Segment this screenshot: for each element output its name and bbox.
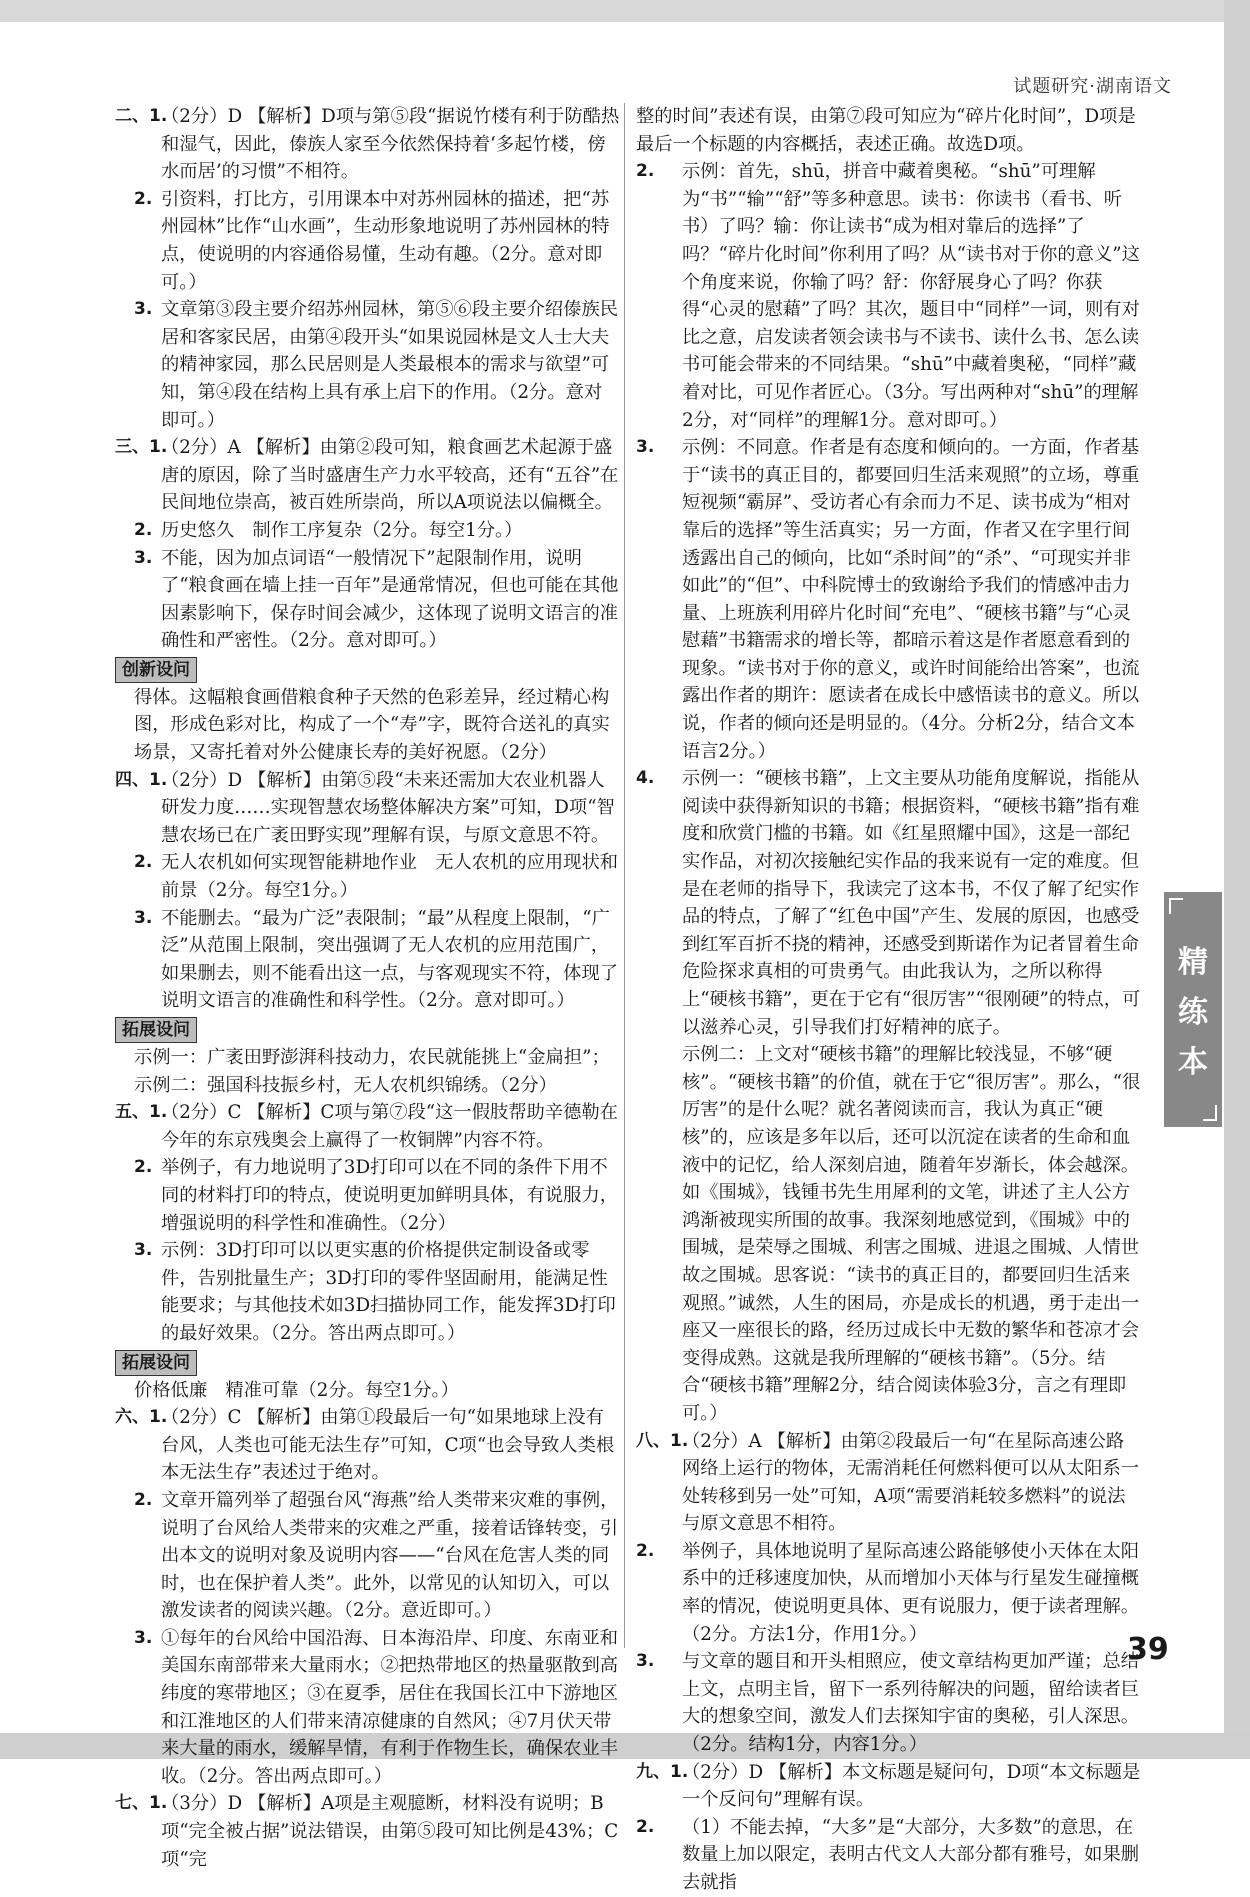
item-text: 举例子，有力地说明了3D打印可以在不同的条件下用不同的材料打印的特点，使说明更加鲜明具体，有说服力，增强说明的科学性和准确性。（2分） — [161, 1157, 619, 1234]
answer-item — [636, 1759, 1141, 1814]
item-number: 3. — [636, 1651, 655, 1672]
bracket-top-icon — [1169, 898, 1183, 914]
item-text: 文章第③段主要介绍苏州园林，第⑤⑥段主要介绍傣族民居和客家民居，由第④段开头“如果说园林是文人士大夫的精神家园，那么民居则是人类最根本的需求与欲望”可知，第④段在结构上具有承上启下的作用。（2分。意对即可。） — [161, 299, 619, 431]
item-text: 历史悠久 制作工序复杂（2分。每空1分。） — [161, 519, 523, 541]
item-number: 2. — [636, 161, 655, 182]
item-text: ①每年的台风给中国沿海、日本海沿岸、印度、东南亚和美国东南部带来大量雨水；②把热带地区的热量驱散到高纬度的寒带地区；③在夏季，居住在我国长江中下游地区和江淮地区的人们带来清凉健康的自然风；④7月伏天带来大量的雨水，缓解旱情，有利于作物生长，确保农业丰收。（2分。答出两点即可。） — [161, 1627, 619, 1787]
scan-edge-top — [0, 0, 1250, 22]
item-text: 与文章的题目和开头相照应，使文章结构更加严谨；总结上文，点明主旨，留下一系列待解决的问题，留给读者巨大的想象空间，激发人们去探知宇宙的奥秘，引人深思。（2分。结构1分，内容1分。） — [682, 1651, 1140, 1756]
item-number: 2. — [134, 852, 153, 873]
column-divider — [624, 103, 625, 1648]
item-number: 七、1. — [115, 1793, 168, 1814]
answer-item — [115, 103, 620, 186]
item-text: 示例一：“硬核书籍”，上文主要从功能角度解说，指能从阅读中获得新知识的书籍；根据资料，“硬核书籍”指有难度和欣赏门槛的书籍。如《红星照耀中国》，这是一部纪实作品，对初次接触纪实作品的我来说有一定的难度。但是在老师的指导下，我读完了这本书，不仅了解了纪实作品的特点，了解了“红色中国”产生、发展的原因，也感受到红军百折不挠的精神，还感受到斯诺作为记者冒着生命危险探求真相的可贵勇气。由此我认为，之所以称得上“硬核书籍”，更在于它有“很厉害”“很刚硬”的特点，可以滋养心灵，引导我们打好精神的底子。 — [682, 768, 1141, 1038]
answer-item — [636, 158, 1141, 434]
answer-item — [636, 1648, 1141, 1758]
item-text: 示例二：上文对“硬核书籍”的理解比较浅显，不够“硬核”。“硬核书籍”的价值，就在于它“很厉害”。那么，“很厉害”的是什么呢？就名著阅读而言，我认为真正“硬核”的，应该是多年以后，还可以沉淀在读者的生命和血液中的记忆，给人深刻启迪，随着年岁渐长，体会越深。如《围城》，钱锺书先生用犀利的文笔，讲述了主人公方鸿渐被现实所围的故事。我深刻地感觉到，《围城》中的围城，是荣辱之围城、利害之围城、进退之围城、人情世故之围城。思客说：“读书的真正目的，都要回归生活来观照。”诚然，人生的困局，亦是成长的机遇，勇于走出一座又一座很长的路，经历过成长中无数的繁华和苍凉才会变得成熟。这就是我所理解的“硬核书籍”。（5分。结合“硬核书籍”理解2分，结合阅读体验3分，言之有理即可。） — [682, 1044, 1141, 1424]
answer-item — [115, 905, 620, 1015]
answer-item — [115, 767, 620, 850]
scan-edge-right — [1224, 0, 1250, 1759]
section-tag-label: 创新设问 — [115, 657, 197, 683]
item-text: 价格低廉 精准可靠（2分。每空1分。） — [134, 1379, 459, 1401]
item-text: 不能，因为加点词语“一般情况下”起限制作用，说明了“粮食画在墙上挂一百年”是通常情况，但也可能在其他因素影响下，保存时间会减少，这体现了说明文语言的准确性和严密性。（2分。意对即可。） — [161, 547, 619, 652]
answer-item — [115, 1237, 620, 1347]
item-text: （2分）C 【解析】C项与第⑦段“这一假肢帮助辛德勒在今年的东京残奥会上赢得了一枚铜牌”内容不符。 — [161, 1102, 618, 1151]
item-number: 2. — [134, 188, 153, 209]
answer-item — [115, 1072, 620, 1100]
item-text: 文章开篇列举了超强台风“海燕”给人类带来灾难的事例，说明了台风给人类带来的灾难之严重，接着话锋转变，引出本文的说明对象及说明内容——“台风在危害人类的同时，也在保护着人类”。此外，以常见的认知切入，可以激发读者的阅读兴趣。（2分。意近即可。） — [161, 1489, 619, 1622]
answer-item — [636, 434, 1141, 765]
item-text: （2分）D 【解析】由第⑤段“未来还需加大农业机器人研发力度……实现智慧农场整体解决方案”可知，D项“智慧农场已在广袤田野实现”理解有误，与原文意思不符。 — [161, 769, 615, 846]
answer-item — [115, 296, 620, 434]
item-number: 3. — [134, 1240, 153, 1261]
answer-item — [115, 1790, 620, 1873]
answer-item — [636, 1041, 1141, 1427]
item-number: 八、1. — [636, 1430, 689, 1451]
answer-item — [115, 849, 620, 904]
answer-item — [115, 1377, 620, 1405]
item-number: 3. — [134, 907, 153, 928]
item-number: 2. — [636, 1540, 655, 1561]
item-text: 示例：首先，shū，拼音中藏着奥秘。“shū”可理解为“书”“输”“舒”等多种意思。读书：你读书（看书、听书）了吗？输：你让读书“成为相对靠后的选择”了吗？“碎片化时间”你利用了吗？从“读书对于你的意义”这个角度来说，你输了吗？舒：你舒展身心了吗？你获得“心灵的慰藉”了吗？其次，题目中“同样”一词，则有对比之意，启发读者领会读书与不读书、读什么书、怎么读书可能会带来的不同结果。“shū”中藏着奥秘，“同样”藏着对比，可见作者匠心。（3分。写出两种对“shū”的理解2分，对“同样”的理解1分。意对即可。） — [682, 161, 1140, 431]
item-number: 五、1. — [115, 1102, 168, 1123]
item-number: 九、1. — [636, 1761, 689, 1782]
answer-item — [636, 1428, 1141, 1538]
section-tag-label: 拓展设问 — [115, 1017, 197, 1043]
item-number: 四、1. — [115, 769, 168, 790]
answer-item — [115, 434, 620, 517]
item-number: 六、1. — [115, 1407, 168, 1428]
item-text: （2分）A 【解析】由第②段可知，粮食画艺术起源于盛唐的原因，除了当时盛唐生产力水平较高，还有“五谷”在民间地位崇高，被百姓所崇尚，所以A项说法以偏概全。 — [161, 437, 619, 514]
item-text: （1）不能去掉，“大多”是“大部分，大多数”的意思，在数量上加以限定，表明古代文人大部分都有雅号，如果删去就指 — [682, 1816, 1140, 1893]
item-text: 无人农机如何实现智能耕地作业 无人农机的应用现状和前景（2分。每空1分。） — [161, 852, 619, 902]
item-text: （2分）A 【解析】由第②段最后一句“在星际高速公路网络上运行的物体，无需消耗任何燃料便可以从太阳系一处转移到另一处”可知，A项“需要消耗较多燃料”的说法与原文意思不相符。 — [682, 1430, 1140, 1535]
item-text: 不能删去。“最为广泛”表限制；“最”从程度上限制，“广泛”从范围上限制，突出强调了无人农机的应用范围广，如果删去，则不能看出这一点，与客观现实不符，体现了说明文语言的准确性和科学性。（2分。意对即可。） — [161, 907, 619, 1012]
item-number: 二、1. — [115, 106, 168, 126]
answer-item — [115, 1154, 620, 1237]
side-tab-label — [1164, 938, 1222, 1088]
answer-item — [115, 1044, 620, 1072]
item-text: 示例：3D打印可以以更实惠的价格提供定制设备或零件，告别批量生产；3D打印的零件坚固耐用，能满足性能要求；与其他技术如3D扫描协同工作，能发挥3D打印的最好效果。（2分。答出两点即可。） — [161, 1240, 616, 1344]
item-text: 引资料，打比方，引用课本中对苏州园林的描述，把“苏州园林”比作“山水画”，生动形象地说明了苏州园林的特点，使说明的内容通俗易懂，生动有趣。（2分。意对即可。） — [161, 188, 610, 293]
item-text: 示例：不同意。作者是有态度和倾向的。一方面，作者基于“读书的真正目的，都要回归生活来观照”的立场，尊重短视频“霸屏”、受访者心有余而力不足、读书成为“相对靠后的选择”等生活真实；另一方面，作者又在字里行间透露出自己的倾向，比如“杀时间”的“杀”、“可现实并非如此”的“但”、中科院博士的致谢给予我们的情感冲击力量、上班族利用碎片化时间“充电”、“硬核书籍”与“心灵慰藉”书籍需求的增长等，都暗示着这是作者愿意看到的现象。“读书对于你的意义，或许时间能给出答案”，也流露出作者的期许：愿读者在成长中感悟读书的意义。所以说，作者的倾向还是明显的。（4分。分析2分，结合文本语言2分。） — [682, 437, 1140, 762]
left-column — [115, 103, 620, 1873]
answer-item — [115, 1625, 620, 1791]
item-text: （3分）D 【解析】A项是主观臆断，材料没有说明；B项“完全被占据”说法错误，由第⑤段可知比例是43%；C项“完 — [161, 1793, 619, 1870]
answer-item — [115, 517, 620, 545]
answer-item — [636, 1814, 1141, 1897]
side-tab-char: 练 — [1178, 995, 1208, 1030]
item-text: （2分）C 【解析】由第①段最后一句“如果地球上没有台风，人类也可能无法生存”可知，C项“也会导致人类根本无法生存”表述过于绝对。 — [161, 1407, 615, 1484]
item-number: 2. — [134, 1157, 153, 1178]
item-number: 4. — [636, 768, 655, 789]
item-number: 2. — [636, 1816, 655, 1837]
item-number: 2. — [134, 1489, 153, 1510]
item-text: 举例子，具体地说明了星际高速公路能够使小天体在太阳系中的迁移速度加快，从而增加小天体与行星发生碰撞概率的情况，使说明更具体、更有说服力，便于读者理解。（2分。方法1分，作用1分。） — [682, 1540, 1140, 1645]
item-number: 2. — [134, 519, 153, 540]
answer-item — [115, 186, 620, 296]
side-tab-char: 精 — [1178, 945, 1208, 980]
answer-item — [115, 684, 620, 767]
running-header: 试题研究·湖南语文 — [1013, 76, 1172, 97]
page-number: 39 — [1127, 1632, 1169, 1667]
side-tab-char: 本 — [1178, 1045, 1208, 1080]
answer-item — [636, 103, 1141, 158]
item-number: 3. — [134, 1627, 153, 1648]
item-number: 3. — [636, 437, 655, 458]
answer-item — [636, 765, 1141, 1041]
item-text: （2分）D 【解析】D项与第⑤段“据说竹楼有利于防酷热和湿气，因此，傣族人家至今依然保持着‘多起竹楼，傍水而居’的习惯”不相符。 — [161, 106, 620, 183]
item-text: （2分）D 【解析】本文标题是疑问句，D项“本文标题是一个反问句”理解有误。 — [682, 1761, 1141, 1811]
section-tag — [115, 655, 620, 684]
answer-item — [115, 1487, 620, 1625]
item-text: 示例二：强国科技振乡村，无人农机织锦绣。（2分） — [134, 1074, 557, 1096]
section-tag-label: 拓展设问 — [115, 1350, 197, 1376]
item-text: 整的时间”表述有误，由第⑦段可知应为“碎片化时间”，D项是最后一个标题的内容概括，表述正确。故选D项。 — [636, 106, 1136, 155]
item-text: 示例一：广袤田野澎湃科技动力，农民就能挑上“金扁担”； — [134, 1047, 610, 1068]
item-number: 三、1. — [115, 437, 168, 458]
side-tab — [1164, 892, 1222, 1127]
section-tag — [115, 1015, 620, 1044]
section-tag — [115, 1348, 620, 1377]
answer-item — [115, 1099, 620, 1154]
answer-item — [115, 545, 620, 655]
right-column — [636, 103, 1141, 1897]
bracket-bottom-icon — [1203, 1105, 1217, 1121]
item-number: 3. — [134, 547, 153, 568]
answer-item — [115, 1404, 620, 1487]
item-number: 3. — [134, 299, 153, 320]
item-text: 得体。这幅粮食画借粮食种子天然的色彩差异，经过精心构图，形成色彩对比，构成了一个“寿”字，既符合送礼的真实场景，又寄托着对外公健康长寿的美好祝愿。（2分） — [134, 686, 610, 764]
answer-item — [636, 1538, 1141, 1648]
